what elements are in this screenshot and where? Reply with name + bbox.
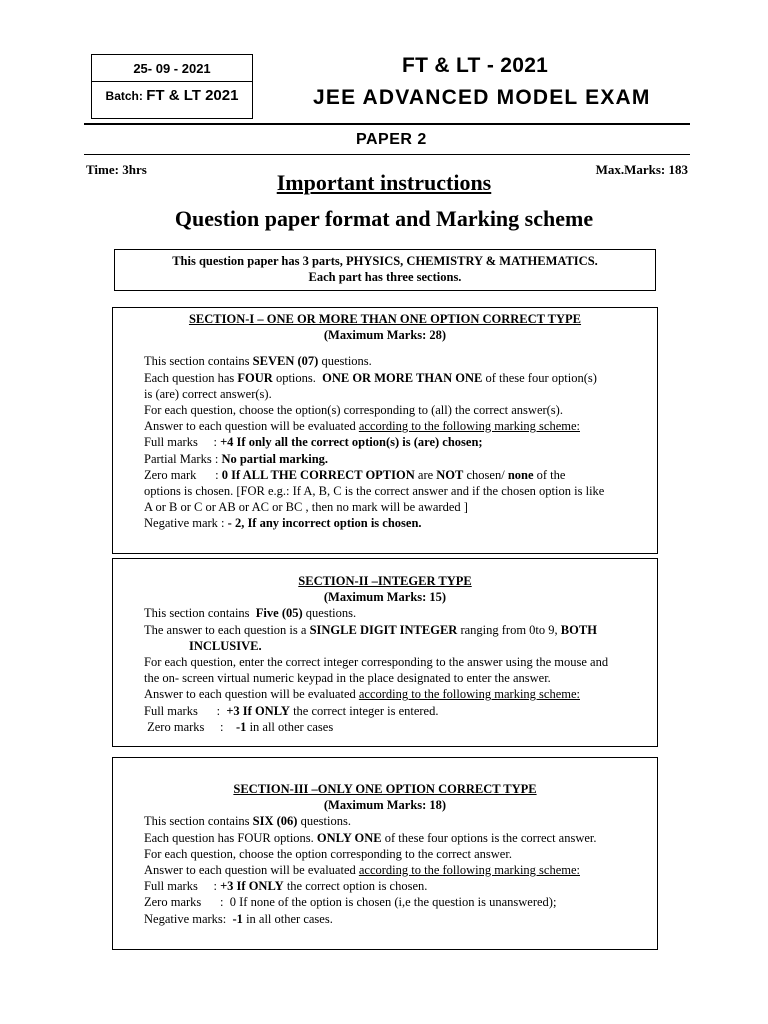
- section-3-marks: (Maximum Marks: 18): [323, 798, 447, 813]
- section-2-enter: For each question, enter the correct integer corresponding to the answer using the mouse and: [144, 655, 609, 670]
- section-1-body: [113, 353, 657, 531]
- section-1-zero-mark: Zero mark : 0 If ALL THE CORRECT OPTION are NOT chosen/ none of the: [144, 467, 566, 482]
- section-3-negative-marks: Negative marks: -1 in all other cases.: [144, 911, 333, 926]
- section-1-choose: For each question, choose the option(s) corresponding to (all) the correct answer(s).: [144, 403, 563, 418]
- important-instructions-heading: Important instructions: [276, 170, 492, 195]
- section-1-options-cont: is (are) correct answer(s).: [144, 386, 272, 401]
- batch-line: [92, 87, 252, 104]
- section-1-title: SECTION-I – ONE OR MORE THAN ONE OPTION CORRECT TYPE: [188, 312, 582, 326]
- section-1-eval: Answer to each question will be evaluated according to the following marking scheme:: [144, 419, 580, 434]
- section-2-eval: Answer to each question will be evaluated according to the following marking scheme:: [144, 687, 580, 702]
- section-3-title: SECTION-III –ONLY ONE OPTION CORRECT TYPE: [233, 782, 537, 796]
- section-2-marks: (Maximum Marks: 15): [323, 590, 447, 605]
- section-3-options: Each question has FOUR options. ONLY ONE of these four options is the correct answer.: [144, 830, 597, 845]
- section-3-contains: This section contains SIX (06) questions.: [144, 814, 351, 829]
- time-label: Time: 3hrs: [86, 162, 147, 177]
- section-2-contains: This section contains Five (05) questions.: [144, 606, 357, 621]
- exam-title: JEE ADVANCED MODEL EXAM: [313, 86, 651, 109]
- section-2-answer: The answer to each question is a SINGLE DIGIT INTEGER ranging from 0to 9, BOTH: [144, 622, 597, 637]
- intro-line-2: Each part has three sections.: [308, 270, 462, 284]
- section-2-zero-marks: Zero marks : -1 in all other cases: [144, 719, 334, 734]
- format-heading: Question paper format and Marking scheme: [174, 206, 594, 231]
- section-1-options: Each question has FOUR options. ONE OR MORE THAN ONE of these four option(s): [144, 370, 597, 385]
- section-2-enter-cont: the on- screen virtual numeric keypad in the place designated to enter the answer.: [144, 671, 551, 686]
- batch-label: Batch:: [105, 89, 143, 103]
- section-2-answer-cont: INCLUSIVE.: [189, 638, 262, 653]
- exam-code: FT & LT - 2021: [402, 54, 549, 77]
- section-1-zero-example: options is chosen. [FOR e.g.: If A, B, C is the correct answer and if the chosen option is like: [144, 484, 605, 499]
- section-1-partial-marks: Partial Marks : No partial marking.: [144, 451, 329, 466]
- header-rule: [84, 123, 690, 125]
- section-2-body: [113, 605, 657, 735]
- section-2-full-marks: Full marks : +3 If ONLY the correct integer is entered.: [144, 703, 439, 718]
- batch-box-divider: [92, 81, 252, 82]
- paper-label: PAPER 2: [356, 131, 427, 148]
- section-1-negative-mark: Negative mark : - 2, If any incorrect option is chosen.: [144, 516, 422, 531]
- batch-box: [91, 54, 253, 119]
- paper-rule: [84, 154, 690, 155]
- section-1-contains: This section contains SEVEN (07) questions.: [144, 354, 372, 369]
- intro-line-1: This question paper has 3 parts, PHYSICS, CHEMISTRY & MATHEMATICS.: [172, 254, 598, 268]
- section-2: [112, 558, 658, 747]
- max-marks-label: Max.Marks: 183: [595, 162, 688, 177]
- section-3-zero-marks: Zero marks : 0 If none of the option is chosen (i,e the question is unanswered);: [144, 895, 557, 910]
- section-1-full-marks: Full marks : +4 If only all the correct option(s) is (are) chosen;: [144, 435, 483, 450]
- section-1-marks: (Maximum Marks: 28): [323, 328, 447, 343]
- section-2-title: SECTION-II –INTEGER TYPE: [298, 574, 472, 588]
- section-3-eval: Answer to each question will be evaluated according to the following marking scheme:: [144, 863, 580, 878]
- section-3: [112, 757, 658, 950]
- section-3-body: [113, 813, 657, 926]
- batch-value: FT & LT 2021: [146, 87, 239, 104]
- intro-box: [114, 249, 656, 291]
- section-3-choose: For each question, choose the option corresponding to the correct answer.: [144, 846, 512, 861]
- section-1-zero-example-cont: A or B or C or AB or AC or BC , then no mark will be awarded ]: [144, 500, 468, 515]
- section-3-full-marks: Full marks : +3 If ONLY the correct option is chosen.: [144, 879, 428, 894]
- exam-date: 25- 09 - 2021: [133, 61, 211, 76]
- section-1: [112, 307, 658, 554]
